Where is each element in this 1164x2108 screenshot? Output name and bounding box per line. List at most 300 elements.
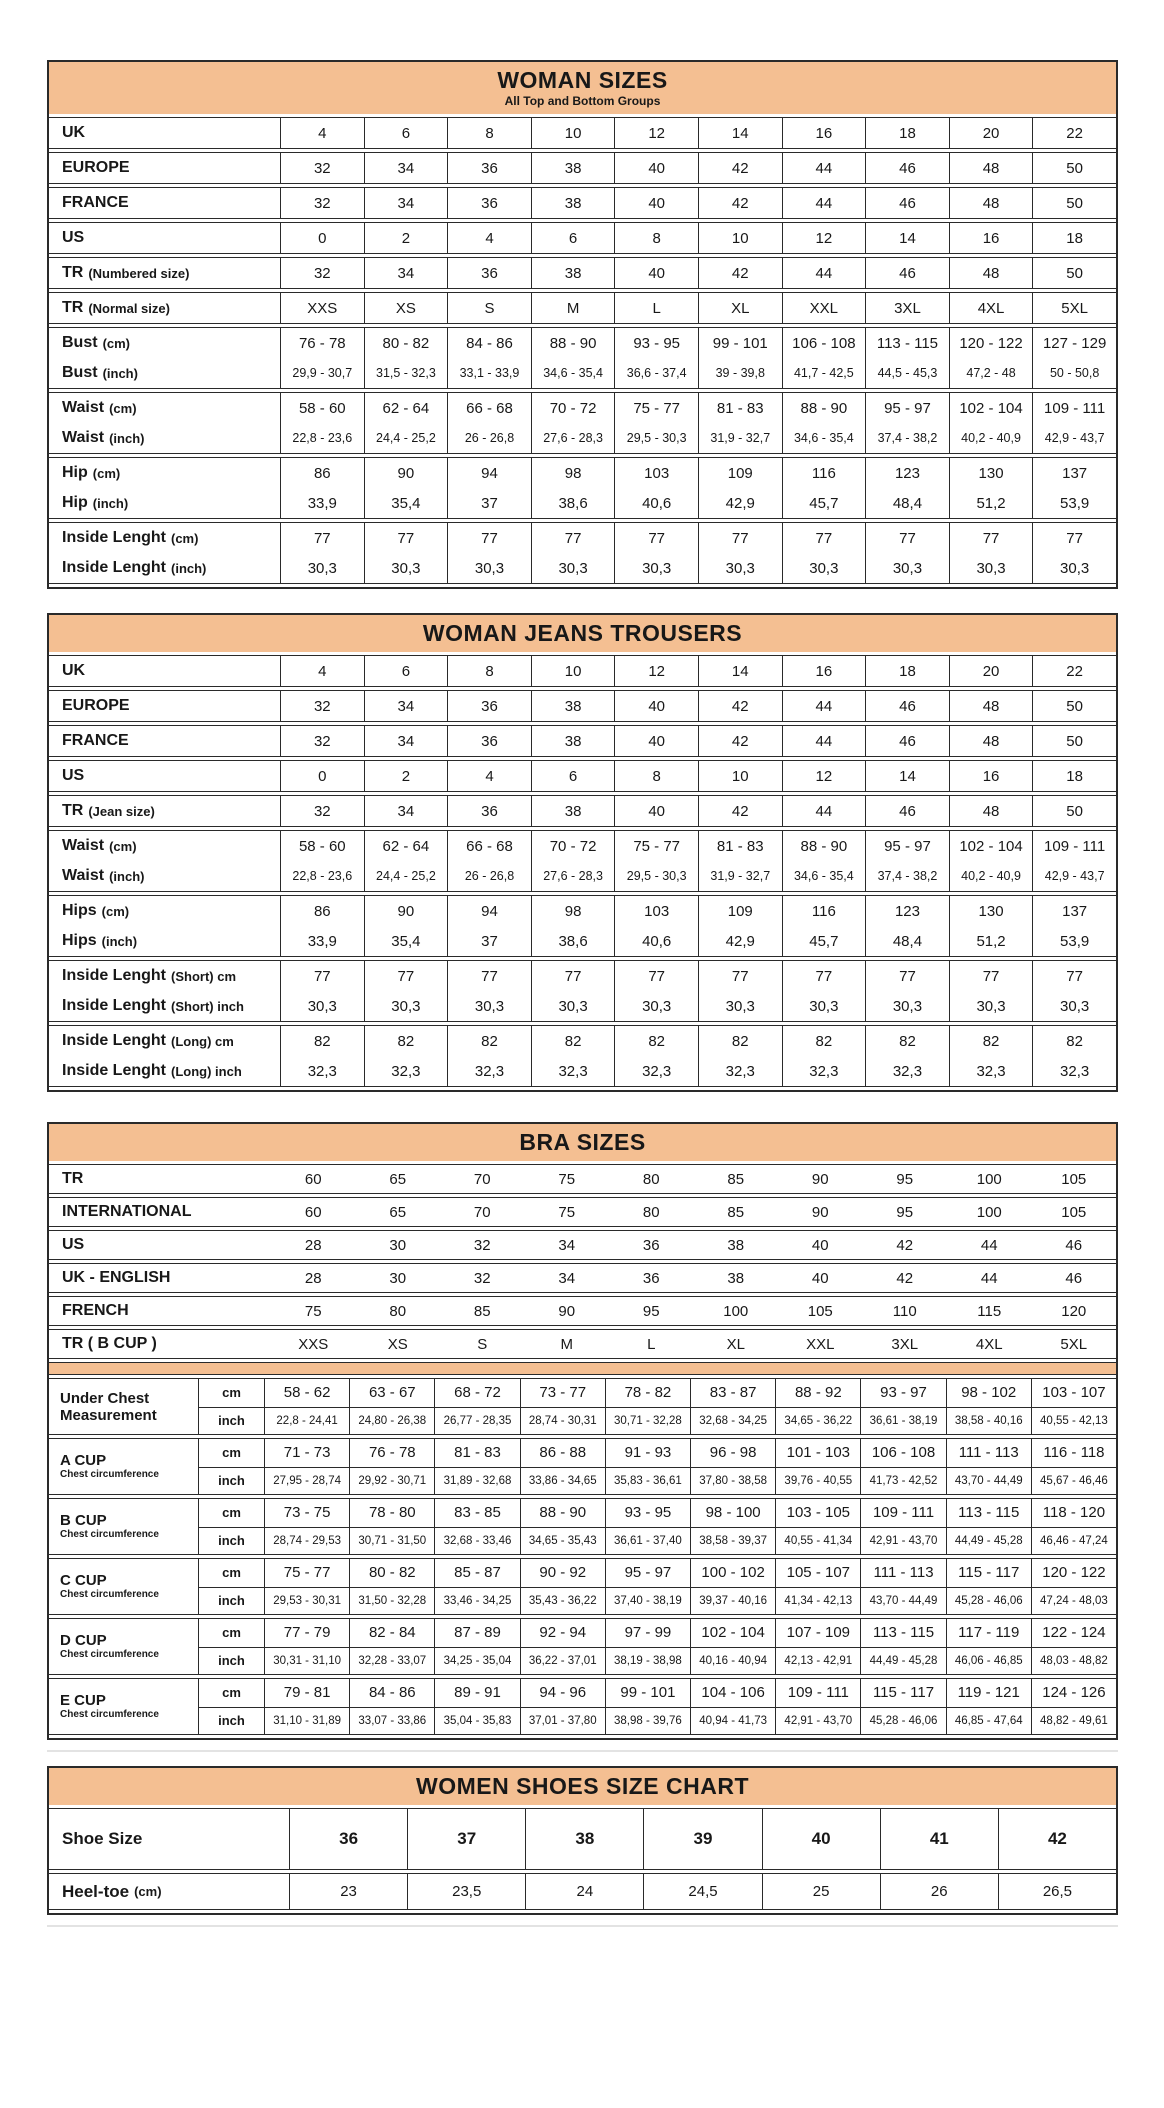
value-cell: 105 - 107 (776, 1559, 861, 1587)
value-cell: 38,58 - 40,16 (947, 1408, 1032, 1435)
value-cell: 38,98 - 39,76 (606, 1708, 691, 1735)
value-cell: 62 - 64 (365, 393, 449, 423)
shoes-size-table (47, 1766, 1118, 1915)
value-cell: 14 (699, 118, 783, 148)
value-cell: 24 (526, 1874, 644, 1909)
row-label (49, 1056, 281, 1086)
value-cell: 80 (642, 1170, 660, 1188)
value-cell: 95 - 97 (606, 1559, 691, 1587)
value-cell: 33,46 - 34,25 (435, 1588, 520, 1615)
value-cell: 38,6 (532, 926, 616, 956)
value-cell: 92 - 94 (521, 1619, 606, 1647)
value-cell: 40,16 - 40,94 (691, 1648, 776, 1675)
row-label (49, 358, 281, 388)
table-row (49, 358, 1116, 388)
value-cell: 82 (532, 1026, 616, 1056)
value-cell: 30,3 (783, 991, 867, 1021)
value-cell: 36 (448, 188, 532, 218)
row-label: UK - ENGLISH (62, 1269, 171, 1286)
row-block (49, 1438, 1116, 1495)
row-label-unit: (Long) inch (171, 1063, 242, 1079)
value-cell: 30,3 (532, 553, 616, 583)
table-row (49, 118, 1116, 148)
value-cell: 29,5 - 30,3 (615, 861, 699, 891)
row-label (49, 553, 281, 583)
value-cell: 44 (980, 1269, 998, 1287)
value-cell: 99 - 101 (606, 1679, 691, 1707)
row-label (49, 223, 281, 253)
value-cell: 48 (950, 691, 1034, 721)
value-cell: 35,04 - 35,83 (435, 1708, 520, 1735)
value-cell: 90 (558, 1302, 576, 1320)
row-label (49, 188, 281, 218)
unit-cell: cm (199, 1499, 265, 1527)
row-label-text: Hips (62, 902, 97, 919)
row-block (49, 1498, 1116, 1555)
value-cell: 8 (615, 761, 699, 791)
value-cell: 77 (615, 523, 699, 553)
value-cell: 70 - 72 (532, 831, 616, 861)
jeans-trousers-table (47, 613, 1118, 1092)
value-cell: 26,77 - 28,35 (435, 1408, 520, 1435)
value-cell: 3XL (891, 1335, 919, 1353)
value-cell: 0 (281, 223, 365, 253)
value-cell: 30,3 (866, 553, 950, 583)
row-label-unit: (cm) (101, 903, 130, 919)
value-cell: 77 (1066, 967, 1083, 985)
value-cell: 90 (811, 1170, 829, 1188)
value-cell: 45,7 (783, 488, 867, 518)
value-cell: 93 - 95 (615, 328, 699, 358)
value-cell: XL (699, 293, 783, 323)
value-cell: 46 (1065, 1236, 1083, 1254)
value-cell: 26 - 26,8 (448, 423, 532, 453)
row-label-text: Inside Lenght (62, 997, 166, 1014)
value-cell: 32 (473, 1236, 491, 1254)
value-cell: XXL (806, 1335, 835, 1353)
value-cell: 35,4 (365, 488, 449, 518)
cup-label: A CUP (60, 1452, 107, 1469)
value-cell: 82 - 84 (350, 1619, 435, 1647)
table-row (49, 523, 1116, 553)
row-label-unit: (inch) (92, 495, 129, 511)
value-cell: 109 (699, 896, 783, 926)
value-cell: 32 (281, 188, 365, 218)
value-cell: 42 (699, 726, 783, 756)
value-cell: 50 - 50,8 (1049, 366, 1100, 380)
unit-cell: inch (199, 1708, 265, 1735)
value-cell: 29,9 - 30,7 (281, 358, 365, 388)
row-label-text: TR (62, 264, 84, 281)
row-label-text: US (62, 229, 85, 246)
value-cell: 75 - 77 (265, 1559, 350, 1587)
value-cell: 40 (615, 153, 699, 183)
cup-sublabel: Chest circumference (60, 1529, 159, 1540)
value-cell: XXL (783, 293, 867, 323)
value-cell: 119 - 121 (947, 1679, 1032, 1707)
value-cell: 109 - 111 (776, 1679, 861, 1707)
value-cell: 39 - 39,8 (699, 358, 783, 388)
value-cell: 6 (532, 761, 616, 791)
value-cell: 4 (448, 223, 532, 253)
value-cell: 50 (1066, 802, 1083, 820)
value-cell: 12 (783, 223, 867, 253)
value-cell: 30,3 (866, 991, 950, 1021)
row-label-unit: (Long) cm (171, 1033, 234, 1049)
value-cell: 32,3 (615, 1056, 699, 1086)
value-cell: 34 (558, 1236, 576, 1254)
value-cell: 89 - 91 (435, 1679, 520, 1707)
value-cell: 42 (699, 188, 783, 218)
table-row (49, 796, 1116, 826)
value-cell: 80 (389, 1302, 407, 1320)
row-label-text: Heel-toe (62, 1881, 130, 1901)
row-label-unit: (cm) (92, 465, 121, 481)
value-cell: 16 (950, 761, 1034, 791)
value-cell: 77 (783, 961, 867, 991)
row-label-text: EUROPE (62, 159, 130, 176)
value-cell: 44,49 - 45,28 (861, 1648, 946, 1675)
value-cell: 53,9 (1060, 932, 1090, 950)
bra-sizes-header (49, 1124, 1116, 1161)
value-cell: 110 (892, 1302, 917, 1320)
value-cell: 51,2 (950, 488, 1034, 518)
row-label-text: FRANCE (62, 732, 129, 749)
value-cell: 34,6 - 35,4 (783, 861, 867, 891)
value-cell: 34,6 - 35,4 (532, 358, 616, 388)
table-row (199, 1467, 1116, 1495)
table-row (49, 691, 1116, 721)
value-cell: 85 (473, 1302, 491, 1320)
row-label (49, 1499, 199, 1554)
value-cell: 32,3 (866, 1056, 950, 1086)
value-cell: 37,4 - 38,2 (866, 423, 950, 453)
row-label (49, 761, 281, 791)
value-cell: 90 (811, 1203, 829, 1221)
value-cell: 77 (699, 961, 783, 991)
woman-sizes-title: WOMAN SIZES (497, 67, 668, 93)
value-cell: 31,10 - 31,89 (265, 1708, 350, 1735)
value-cell: 34 (365, 691, 449, 721)
row-label (49, 293, 281, 323)
value-cell: 58 - 60 (281, 831, 365, 861)
row-label (49, 393, 281, 423)
value-cell: 30,3 (365, 991, 449, 1021)
row-label-unit: (cm) (109, 400, 137, 416)
value-cell: 20 (950, 118, 1034, 148)
value-cell: 25 (763, 1874, 881, 1909)
value-cell: 36 (642, 1269, 660, 1287)
value-cell: 102 - 104 (950, 831, 1034, 861)
row-label-text: Inside Lenght (62, 529, 166, 546)
value-cell: 93 - 95 (606, 1499, 691, 1527)
row-block (49, 457, 1116, 519)
value-cell: 40 (615, 258, 699, 288)
value-cell: 109 - 111 (861, 1499, 946, 1527)
value-cell: 58 - 62 (265, 1379, 350, 1407)
value-cell: 36,61 - 37,40 (606, 1528, 691, 1555)
value-cell: 29,92 - 30,71 (350, 1468, 435, 1495)
value-cell: 32 (473, 1269, 491, 1287)
value-cell: 43,70 - 44,49 (947, 1468, 1032, 1495)
table-row (49, 1164, 1116, 1194)
row-label-text: FRANCE (62, 194, 129, 211)
row-label (49, 1379, 199, 1434)
table-row (49, 831, 1116, 861)
table-row (49, 153, 1116, 183)
value-cell: 30,3 (950, 553, 1034, 583)
value-cell: 41,34 - 42,13 (776, 1588, 861, 1615)
value-cell: 43,70 - 44,49 (861, 1588, 946, 1615)
bra-sizes-table (47, 1122, 1118, 1740)
row-block (49, 1808, 1116, 1870)
cup-label: D CUP (60, 1632, 107, 1649)
value-cell: 10 (699, 761, 783, 791)
value-cell: 36 (448, 796, 532, 826)
row-label (49, 1559, 199, 1614)
value-cell: 50 (1066, 159, 1083, 177)
value-cell: 44 (783, 153, 867, 183)
row-block (49, 522, 1116, 584)
value-cell: 46 (866, 691, 950, 721)
table-row (49, 1197, 1116, 1227)
value-cell: 46 (1065, 1269, 1083, 1287)
row-label (49, 1809, 290, 1869)
value-cell: 22,8 - 24,41 (265, 1408, 350, 1435)
value-cell: 82 (365, 1026, 449, 1056)
row-label-unit: (Jean size) (88, 803, 155, 819)
unit-cell: inch (199, 1528, 265, 1555)
row-block (49, 152, 1116, 184)
value-cell: 34 (365, 258, 449, 288)
value-cell: 70 (473, 1170, 491, 1188)
value-cell: 36 (448, 691, 532, 721)
value-cell: 77 (532, 961, 616, 991)
value-cell: 45,67 - 46,46 (1040, 1474, 1108, 1487)
row-block (49, 830, 1116, 892)
row-block (49, 327, 1116, 389)
value-cell: 30 (389, 1236, 407, 1254)
value-cell: 42,9 - 43,7 (1044, 431, 1105, 445)
value-cell: 32 (281, 726, 365, 756)
value-cell: 123 (866, 896, 950, 926)
value-cell: 40 (615, 726, 699, 756)
value-cell: 80 (642, 1203, 660, 1221)
value-cell: 137 (1062, 902, 1088, 920)
value-cell: 14 (866, 223, 950, 253)
value-cell: 83 - 85 (435, 1499, 520, 1527)
value-cell: 105 (1061, 1170, 1087, 1188)
value-cell: 35,43 - 36,22 (521, 1588, 606, 1615)
value-cell: 48 (950, 796, 1034, 826)
value-cell: 36 (642, 1236, 660, 1254)
value-cell: 75 (558, 1203, 576, 1221)
value-cell: 20 (950, 656, 1034, 686)
value-cell: 18 (1066, 767, 1083, 785)
unit-cell: cm (199, 1679, 265, 1707)
row-label: INTERNATIONAL (62, 1203, 192, 1220)
value-cell: 127 - 129 (1042, 334, 1107, 352)
unit-cell: inch (199, 1408, 265, 1435)
value-cell: 24,4 - 25,2 (365, 861, 449, 891)
value-cell: 34,25 - 35,04 (435, 1648, 520, 1675)
value-cell: 33,86 - 34,65 (521, 1468, 606, 1495)
value-cell: 53,9 (1060, 494, 1090, 512)
value-cell: 130 (950, 896, 1034, 926)
value-cell: 32 (281, 691, 365, 721)
value-cell: 31,9 - 32,7 (699, 423, 783, 453)
value-cell: 32,3 (950, 1056, 1034, 1086)
value-cell: 120 - 122 (1042, 1564, 1106, 1582)
value-cell: 46,06 - 46,85 (947, 1648, 1032, 1675)
woman-sizes-table (47, 60, 1118, 589)
bra-separator-bar (49, 1362, 1116, 1375)
value-cell: 32,3 (365, 1056, 449, 1086)
value-cell: 34 (558, 1269, 576, 1287)
value-cell: 90 (365, 896, 449, 926)
value-cell: 42,9 (699, 926, 783, 956)
divider-line (47, 1925, 1118, 1927)
value-cell: 42,9 (699, 488, 783, 518)
value-cell: 97 - 99 (606, 1619, 691, 1647)
value-cell: 98 (532, 896, 616, 926)
row-label-unit: (inch) (171, 560, 207, 576)
value-cell: 46 (866, 796, 950, 826)
value-cell: 12 (783, 761, 867, 791)
row-block (49, 187, 1116, 219)
value-cell: 42,91 - 43,70 (776, 1708, 861, 1735)
value-cell: 77 - 79 (265, 1619, 350, 1647)
value-cell: 75 - 77 (615, 393, 699, 423)
value-cell: L (647, 1335, 656, 1353)
value-cell: 48 (950, 188, 1034, 218)
value-cell: 22 (1066, 124, 1083, 142)
value-cell: 73 - 75 (265, 1499, 350, 1527)
value-cell: 73 - 77 (521, 1379, 606, 1407)
value-cell: 24,5 (644, 1874, 762, 1909)
row-block (49, 795, 1116, 827)
value-cell: 38 (532, 153, 616, 183)
value-cell: 82 (1066, 1032, 1083, 1050)
value-cell: 37,4 - 38,2 (866, 861, 950, 891)
row-block (49, 392, 1116, 454)
value-cell: 10 (532, 118, 616, 148)
row-label-text: TR (62, 802, 84, 819)
value-cell: 51,2 (950, 926, 1034, 956)
row-label-text: US (62, 767, 85, 784)
value-cell: 71 - 73 (265, 1439, 350, 1467)
value-cell: 95 - 97 (866, 393, 950, 423)
shoes-size-title: WOMEN SHOES SIZE CHART (415, 1773, 749, 1799)
value-cell: 37,80 - 38,58 (691, 1468, 776, 1495)
value-cell: 86 (281, 896, 365, 926)
value-cell: 8 (448, 118, 532, 148)
value-cell: 76 - 78 (281, 328, 365, 358)
cup-label: Under Chest Measurement (60, 1389, 157, 1424)
value-cell: 2 (365, 223, 449, 253)
value-cell: 41 (881, 1809, 999, 1869)
value-cell: 36,6 - 37,4 (615, 358, 699, 388)
value-cell: 46 (866, 258, 950, 288)
value-cell: 109 - 111 (1044, 399, 1106, 417)
woman-sizes-header (49, 62, 1116, 114)
value-cell: 4XL (950, 293, 1034, 323)
divider-line (47, 1750, 1118, 1752)
value-cell: 45,28 - 46,06 (861, 1708, 946, 1735)
value-cell: 30,3 (448, 991, 532, 1021)
value-cell: 44 (783, 691, 867, 721)
row-label (49, 153, 281, 183)
value-cell: 115 - 117 (861, 1679, 946, 1707)
value-cell: 37 (448, 488, 532, 518)
value-cell: 38 (727, 1236, 745, 1254)
value-cell: XS (365, 293, 449, 323)
value-cell: 16 (783, 656, 867, 686)
table-row (49, 1230, 1116, 1260)
value-cell: 32 (281, 258, 365, 288)
value-cell: 77 (448, 961, 532, 991)
value-cell: 46 (866, 726, 950, 756)
row-label-text: Bust (62, 364, 98, 381)
value-cell: 106 - 108 (783, 328, 867, 358)
value-cell: 34,65 - 35,43 (521, 1528, 606, 1555)
value-cell: 40,2 - 40,9 (950, 861, 1034, 891)
value-cell: 33,1 - 33,9 (448, 358, 532, 388)
value-cell: 107 - 109 (776, 1619, 861, 1647)
value-cell: 32,3 (532, 1056, 616, 1086)
value-cell: 76 - 78 (350, 1439, 435, 1467)
row-block (49, 1378, 1116, 1435)
value-cell: 66 - 68 (448, 393, 532, 423)
value-cell: 44 (783, 258, 867, 288)
value-cell: 4 (448, 761, 532, 791)
value-cell: 75 - 77 (615, 831, 699, 861)
value-cell: 81 - 83 (699, 393, 783, 423)
value-cell: 38 (532, 726, 616, 756)
row-block (49, 1678, 1116, 1735)
value-cell: 6 (532, 223, 616, 253)
value-cell: 29,53 - 30,31 (265, 1588, 350, 1615)
value-cell: 33,9 (281, 926, 365, 956)
row-label-text: Hip (62, 494, 88, 511)
value-cell: 5XL (1061, 299, 1088, 317)
row-block (49, 117, 1116, 149)
value-cell: 4 (281, 656, 365, 686)
value-cell: 26,5 (1042, 1883, 1073, 1900)
value-cell: 29,5 - 30,3 (615, 423, 699, 453)
value-cell: 50 (1066, 732, 1083, 750)
table-row (199, 1499, 1116, 1527)
value-cell: 124 - 126 (1042, 1684, 1106, 1702)
row-block (49, 1873, 1116, 1910)
value-cell: 42 (699, 153, 783, 183)
value-cell: 70 (473, 1203, 491, 1221)
value-cell: 46,85 - 47,64 (947, 1708, 1032, 1735)
value-cell: L (615, 293, 699, 323)
value-cell: 27,6 - 28,3 (532, 423, 616, 453)
bra-sizes-title: BRA SIZES (519, 1129, 646, 1155)
row-label-text: Bust (62, 334, 98, 351)
value-cell: 88 - 90 (532, 328, 616, 358)
row-label-unit: (Numbered size) (88, 265, 190, 281)
value-cell: 38 (532, 188, 616, 218)
table-row (49, 293, 1116, 323)
value-cell: 8 (448, 656, 532, 686)
value-cell: 30,71 - 31,50 (350, 1528, 435, 1555)
value-cell: 38,58 - 39,37 (691, 1528, 776, 1555)
row-block (49, 725, 1116, 757)
row-block (49, 690, 1116, 722)
